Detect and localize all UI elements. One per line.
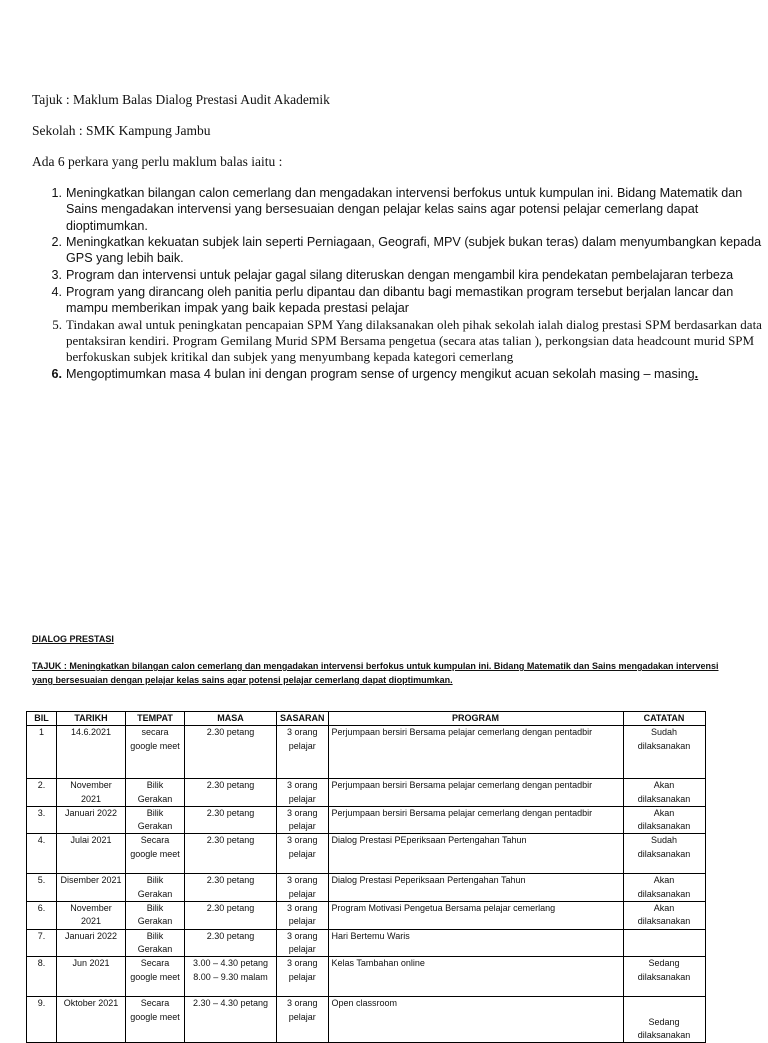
table-row: 8. Jun 2021 Secara google meet 3.00 – 4.30 petang 8.00 – 9.30 malam 3 orang pelajar Kelas Tambahan online Sedang dilaksanakan (27, 957, 706, 997)
dialog-tajuk: TAJUK : Meningkatkan bilangan calon cemerlang dan mengadakan intervensi berfokus untuk kumpulan ini. Bidang Matematik dan Sains mengadakan intervensi yang bersesuaian dengan pelajar kelas sains agar potensi pelajar cemerlang dapat dioptimumkan. (32, 661, 719, 685)
table-row: 9. Oktober 2021 Secara google meet 2.30 – 4.30 petang 3 orang pelajar Open classroom Sedang dilaksanakan (27, 997, 706, 1043)
header-catatan: CATATAN (623, 712, 705, 726)
table-row: 6. November 2021 Bilik Gerakan 2.30 petang 3 orang pelajar Program Motivasi Pengetua Bersama pelajar cemerlang Akan dilaksanakan (27, 902, 706, 930)
intro-line: Ada 6 perkara yang perlu maklum balas iaitu : (32, 154, 283, 169)
table-row: 4. Julai 2021 Secara google meet 2.30 petang 3 orang pelajar Dialog Prestasi PEperiksaan Pertengahan Tahun Sudah dilaksanakan (27, 834, 706, 874)
header-tempat: TEMPAT (126, 712, 185, 726)
list-item: 2. Meningkatkan kekuatan subjek lain seperti Perniagaan, Geografi, MPV (subjek bukan teras) dalam menyumbangkan kepada GPS yang lebih baik. (51, 235, 762, 266)
list-item: 1. Meningkatkan bilangan calon cemerlang dan mengadakan intervensi berfokus untuk kumpulan ini. Bidang Matematik dan Sains mengadakan intervensi yang bersesuaian dengan pelajar kelas sains agar potensi pelajar cemerlang dapat dioptimumkan. (51, 186, 743, 233)
feedback-list (40, 185, 766, 382)
header-masa: MASA (185, 712, 277, 726)
dialog-heading: DIALOG PRESTASI (32, 634, 114, 644)
header-program: PROGRAM (328, 712, 623, 726)
list-item: 3. Program dan intervensi untuk pelajar gagal silang diteruskan dengan mengambil kira pendekatan pembelajaran terbeza (51, 268, 734, 282)
table-row: 7. Januari 2022 Bilik Gerakan 2.30 petang 3 orang pelajar Hari Bertemu Waris (27, 929, 706, 957)
school-line: Sekolah : SMK Kampung Jambu (32, 123, 211, 138)
table-row: 2. November 2021 Bilik Gerakan 2.30 petang 3 orang pelajar Perjumpaan bersiri Bersama pelajar cemerlang dengan pentadbir Akan dilaksanakan (27, 779, 706, 807)
list-item: 5. Tindakan awal untuk peningkatan pencapaian SPM Yang dilaksanakan oleh pihak sekolah ialah dialog prestasi SPM berdasarkan data pentaksiran kendiri. Program Gemilang Murid SPM Bersama pengetua (secara atas talian ), perkongsian data headcount murid SPM berfokuskan subjek kritikal dan subjek yang menyumbang kepada kategori cemerlang (52, 317, 762, 364)
program-table (26, 711, 706, 1043)
table-header-row (27, 712, 706, 726)
header-sasaran: SASARAN (277, 712, 329, 726)
header-tarikh: TARIKH (57, 712, 126, 726)
document-title: Tajuk : Maklum Balas Dialog Prestasi Audit Akademik (32, 92, 330, 107)
table-row: 1 14.6.2021 secara google meet 2.30 petang 3 orang pelajar Perjumpaan bersiri Bersama pelajar cemerlang dengan pentadbir Sudah dilaksanakan (27, 726, 706, 779)
table-row: 5. Disember 2021 Bilik Gerakan 2.30 petang 3 orang pelajar Dialog Prestasi Peperiksaan Pertengahan Tahun Akan dilaksanakan (27, 874, 706, 902)
header-bil: BIL (27, 712, 57, 726)
table-row: 3. Januari 2022 Bilik Gerakan 2.30 petang 3 orang pelajar Perjumpaan bersiri Bersama pelajar cemerlang dengan pentadbir Akan dilaksanakan (27, 806, 706, 834)
list-item: 6. Mengoptimumkan masa 4 bulan ini dengan program sense of urgency mengikut acuan sekolah masing – masing. (51, 367, 699, 381)
list-item: 4. Program yang dirancang oleh panitia perlu dipantau dan dibantu bagi memastikan program tersebut berjalan lancar dan mampu memberikan impak yang baik kepada prestasi pelajar (51, 285, 734, 316)
